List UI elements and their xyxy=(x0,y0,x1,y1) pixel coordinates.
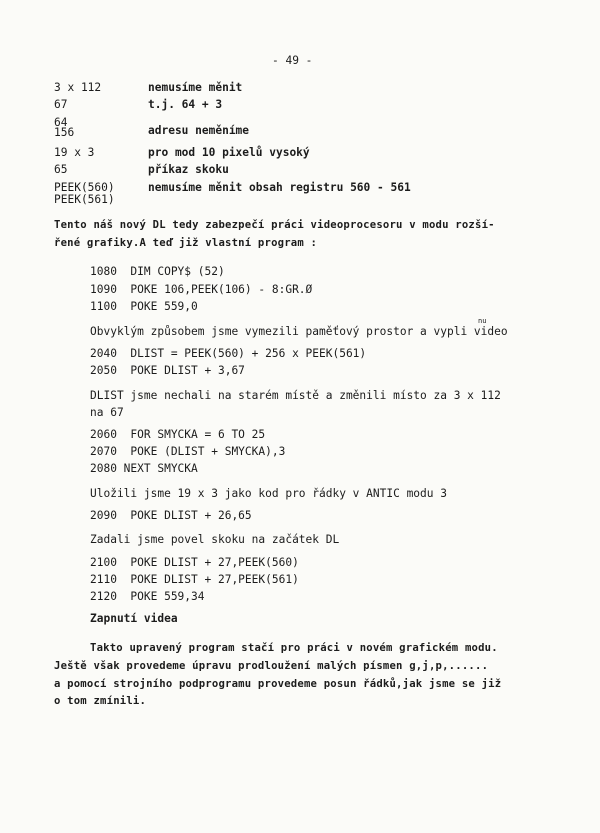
code-line: 1090 POKE 106,PEEK(106) - 8:GR.Ø xyxy=(90,283,313,296)
video-on-label: Zapnutí videa xyxy=(90,612,178,625)
code-line: 2070 POKE (DLIST + SMYCKA),3 xyxy=(90,445,286,458)
table-comment: pro mod 10 pixelů vysoký xyxy=(148,146,310,159)
intro-line: Tento náš nový DL tedy zabezpečí práci videoprocesoru v modu rozší- xyxy=(54,219,495,231)
closing-line: o tom zmínili. xyxy=(54,695,147,707)
table-code: 65 xyxy=(54,163,68,176)
code-line: 2050 POKE DLIST + 3,67 xyxy=(90,364,245,377)
code-line: 1080 DIM COPY$ (52) xyxy=(90,265,225,278)
jump-paragraph: Zadali jsme povel skoku na začátek DL xyxy=(90,533,340,546)
code-line: 2060 FOR SMYCKA = 6 TO 25 xyxy=(90,428,266,441)
intro-line: řené grafiky.A teď již vlastní program : xyxy=(54,237,318,249)
stored-paragraph: Uložili jsme 19 x 3 jako kod pro řádky v ANTIC modu 3 xyxy=(90,487,447,500)
code-line: 1100 POKE 559,0 xyxy=(90,300,198,313)
memory-paragraph: Obvyklým způsobem jsme vymezili paměťový prostor a vypli video xyxy=(90,325,508,338)
table-code: 156 xyxy=(54,126,75,139)
code-line: 2100 POKE DLIST + 27,PEEK(560) xyxy=(90,556,299,569)
table-comment: nemusíme měnit xyxy=(148,81,243,94)
table-comment: nemusíme měnit obsah registru 560 - 561 xyxy=(148,181,411,194)
table-code: PEEK(560) xyxy=(54,181,115,194)
table-comment: adresu neměníme xyxy=(148,124,250,137)
closing-line: Takto upravený program stačí pro práci v novém grafickém modu. xyxy=(90,642,498,654)
table-comment: příkaz skoku xyxy=(148,163,229,176)
code-line: 2080 NEXT SMYCKA xyxy=(90,462,198,475)
table-comment: t.j. 64 + 3 xyxy=(148,98,223,111)
code-line: 2120 POKE 559,34 xyxy=(90,590,205,603)
table-code: 19 x 3 xyxy=(54,146,95,159)
table-code: 3 x 112 xyxy=(54,81,102,94)
code-line: 2040 DLIST = PEEK(560) + 256 x PEEK(561) xyxy=(90,347,367,360)
handwritten-correction: nu xyxy=(478,317,487,325)
code-line: 2090 POKE DLIST + 26,65 xyxy=(90,509,252,522)
dlist-paragraph: DLIST jsme nechali na starém místě a změnili místo za 3 x 112 xyxy=(90,389,501,402)
closing-line: Ještě však provedeme úpravu prodloužení malých písmen g,j,p,...... xyxy=(54,660,489,672)
dlist-paragraph: na 67 xyxy=(90,406,124,419)
table-code: 67 xyxy=(54,98,68,111)
closing-line: a pomocí strojního podprogramu provedeme posun řádků,jak jsme se již xyxy=(54,678,502,690)
table-code: PEEK(561) xyxy=(54,193,115,206)
table-code: 64 xyxy=(54,116,68,129)
page-number: - 49 - xyxy=(272,54,313,67)
code-line: 2110 POKE DLIST + 27,PEEK(561) xyxy=(90,573,299,586)
